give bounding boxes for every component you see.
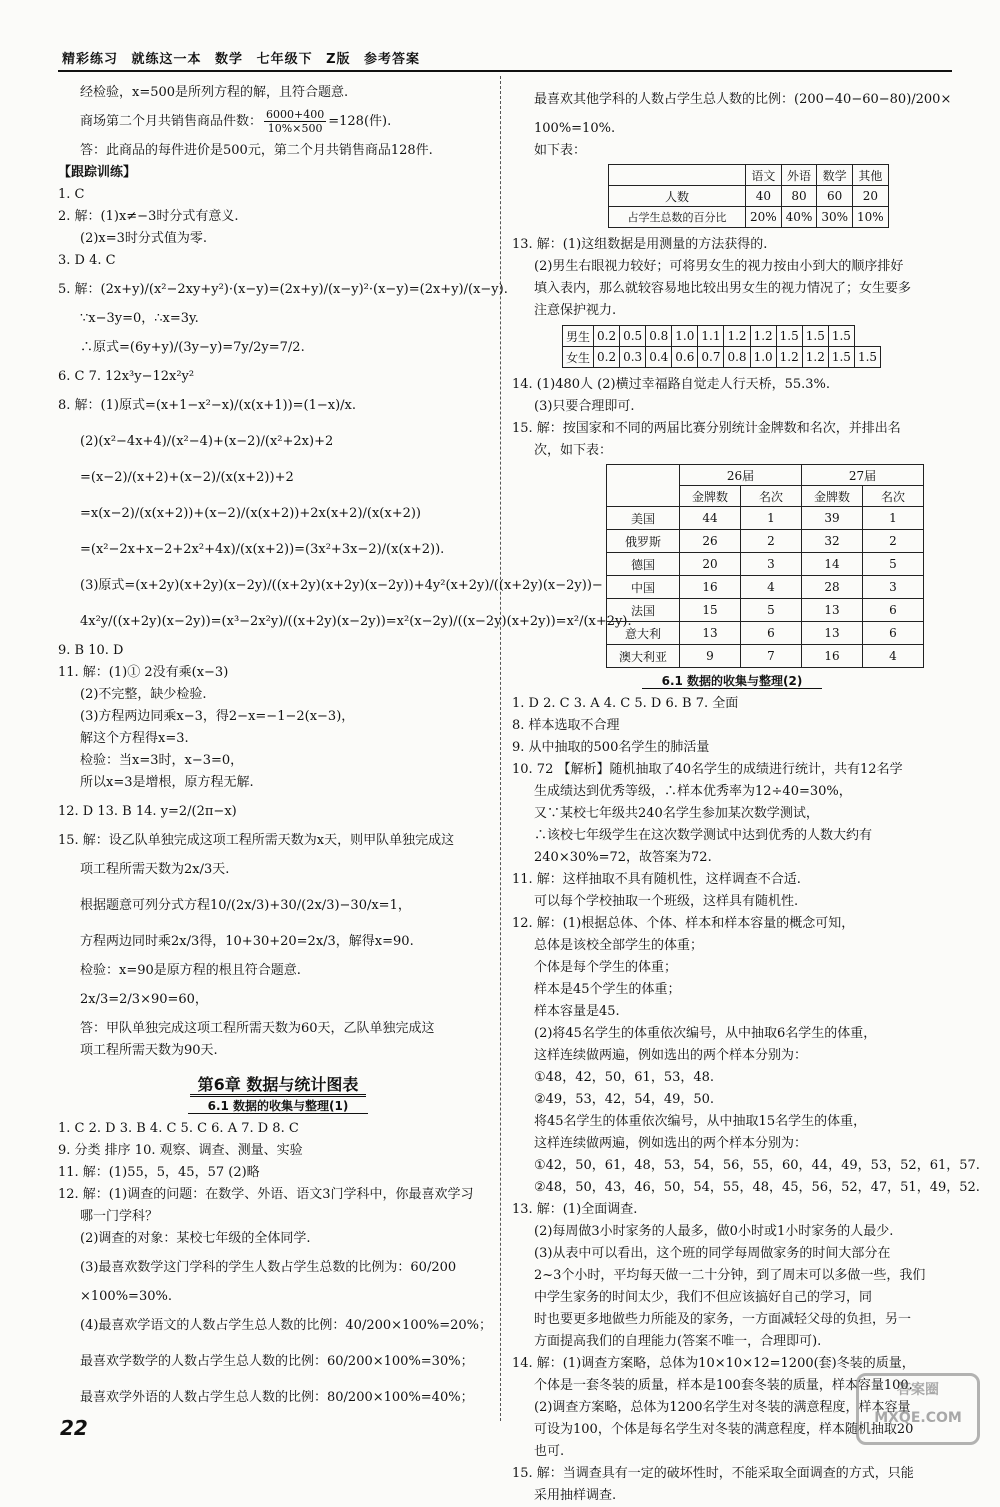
answer-line: 1. D 2. C 3. A 4. C 5. D 6. B 7. 全面 [512, 696, 739, 711]
text-line: 经检验，x=500是所列方程的解，且符合题意. [80, 85, 349, 100]
text-line: 样本容量是45. [534, 1004, 620, 1019]
table-cell: 数学 [817, 165, 853, 186]
text-line: (3)只要合理即可. [534, 399, 635, 414]
table-cell: 2 [863, 530, 924, 553]
section-title: 6.1 数据的收集与整理(2) [512, 672, 952, 689]
text-line: 次，如下表： [534, 443, 613, 458]
text-line: 2~3个小时，平均每天做一二十分钟，到了周末可以多做一些，我们 [534, 1268, 926, 1283]
text-line: 项工程所需天数为2x/3天. [80, 862, 230, 877]
answer-line: 8. 解：(1)原式=(x+1−x²−x)/(x(x+1))=(1−x)/x. [58, 398, 357, 413]
answer-line: 14. 解：(1)调查方案略，总体为10×10×12=1200(套)冬装的质量， [512, 1356, 915, 1371]
table-header-row [607, 465, 924, 486]
text-line: 方程两边同时乘2x/3得，10+30+20=2x/3，解得x=90. [80, 934, 414, 949]
table-cell: 外语 [781, 165, 817, 186]
table-cell: 1 [863, 507, 924, 530]
answer-line: 9. 分类 排序 10. 观察、调查、测量、实验 [58, 1143, 303, 1158]
answer-line: 11. 解：这样抽取不具有随机性，这样调查不合适. [512, 872, 801, 887]
text-line: 采用抽样调查. [534, 1488, 617, 1503]
table-cell: 40% [781, 207, 817, 228]
table-cell [607, 465, 680, 507]
table-cell: 1.5 [828, 347, 854, 368]
table-cell: 30% [817, 207, 853, 228]
watermark-logo: 答案圈 MXQE.COM [856, 1373, 980, 1445]
table-cell: 1.2 [724, 326, 750, 347]
table-cell: 20 [853, 186, 889, 207]
vision-table [562, 325, 881, 368]
section-title: 6.1 数据的收集与整理(1) [58, 1097, 498, 1114]
text-line: 240×30%=72，故答案为72. [534, 850, 712, 865]
table-cell: 3 [863, 576, 924, 599]
table-cell: 4 [863, 645, 924, 668]
table-cell: 1.2 [750, 326, 776, 347]
table-header-row [609, 165, 889, 186]
table-cell: 80 [781, 186, 817, 207]
table-cell: 1.2 [776, 347, 802, 368]
section-label: 【跟踪训练】 [58, 165, 137, 180]
answer-line: 1. C 2. D 3. B 4. C 5. C 6. A 7. D 8. C [58, 1121, 299, 1136]
table-cell: 14 [802, 553, 863, 576]
text-line: ∴原式=(6y+y)/(3y−y)=7y/2y=7/2. [80, 340, 305, 355]
text-line: ∴该校七年级学生在这次数学测试中达到优秀的人数大约有 [534, 828, 873, 843]
table-cell: 男生 [563, 326, 594, 347]
table-cell: 0.6 [672, 347, 698, 368]
text-line: (2)调查方案略，总体为1200名学生对冬装的满意程度，样本容量 [534, 1400, 911, 1415]
right-column [512, 82, 980, 1507]
table-cell: 澳大利亚 [607, 645, 680, 668]
text-line: 100%=10%. [534, 121, 616, 136]
table-row [609, 207, 889, 228]
table-cell: 39 [802, 507, 863, 530]
text-line: (2)每周做3小时家务的人最多，做0小时或1小时家务的人最少. [534, 1224, 894, 1239]
text-line: =x(x−2)/(x(x+2))+(x−2)/(x(x+2))+2x(x+2)/(x(x+2)) [80, 506, 422, 521]
table-cell: 1 [741, 507, 802, 530]
table-cell: 16 [802, 645, 863, 668]
text-line: 2x/3=2/3×90=60， [80, 992, 208, 1007]
table-cell: 5 [741, 599, 802, 622]
table-cell: 13 [802, 622, 863, 645]
table-cell: 意大利 [607, 622, 680, 645]
table-row [607, 507, 924, 530]
text-line: 又∵某校七年级共240名学生参加某次数学测试， [534, 806, 819, 821]
table-cell: 13 [802, 599, 863, 622]
table-cell: 20 [680, 553, 741, 576]
text-line: (2)x=3时分式值为零. [80, 231, 208, 246]
text-line: 个体是一套冬装的质量，样本是100套冬装的质量，样本容量100. [534, 1378, 913, 1393]
table-row [607, 553, 924, 576]
text-line: 最喜欢学外语的人数占学生总人数的比例：80/200×100%=40%； [80, 1390, 474, 1405]
answer-line: 13. 解：(1)这组数据是用测量的方法获得的. [512, 237, 768, 252]
table-cell: 人数 [609, 186, 746, 207]
answer-line: 11. 解：(1)55，5，45，57 (2)略 [58, 1165, 260, 1180]
text-line: 所以x=3是增根，原方程无解. [80, 775, 254, 790]
table-cell: 德国 [607, 553, 680, 576]
table-cell: 1.0 [750, 347, 776, 368]
text-line: 最喜欢学数学的人数占学生总人数的比例：60/200×100%=30%； [80, 1354, 474, 1369]
text-line: =(x²−2x+x−2+2x²+4x)/(x(x+2))=(3x²+3x−2)/(x(x+2)). [80, 542, 445, 557]
text-line: ①48，42，50，61，53，48. [534, 1070, 715, 1085]
answer-line: 5. 解：(2x+y)/(x²−2xy+y²)·(x−y)=(2x+y)/(x−y)²·(x−y)=(2x+y)/(x−y). [58, 282, 508, 297]
answer-line: 9. B 10. D [58, 643, 124, 658]
table-row [607, 622, 924, 645]
answer-line: 12. D 13. B 14. y=2/(2π−x) [58, 804, 237, 819]
answer-line: 15. 解：当调查具有一定的破坏性时，不能采取全面调查的方式，只能 [512, 1466, 914, 1481]
table-cell: 俄罗斯 [607, 530, 680, 553]
table-cell: 4 [741, 576, 802, 599]
chapter-title: 第6章 数据与统计图表 [58, 1072, 498, 1095]
table-row [607, 576, 924, 599]
table-cell: 美国 [607, 507, 680, 530]
text-line: 中学生家务的时间太少，我们不但应该搞好自己的学习，同 [534, 1290, 873, 1305]
table-cell: 1.5 [828, 326, 854, 347]
table-cell: 中国 [607, 576, 680, 599]
text-line: (2)将45名学生的体重依次编号，从中抽取6名学生的体重， [534, 1026, 877, 1041]
text-line: 总体是该校全部学生的体重； [534, 938, 704, 953]
text-line: 可设为100，个体是每名学生对冬装的满意程度，样本随机抽取20 [534, 1422, 914, 1437]
table-cell [609, 165, 746, 186]
header-rule [58, 70, 952, 72]
answer-line: 3. D 4. C [58, 253, 116, 268]
text-line: 生成绩达到优秀等级，∴样本优秀率为12÷40=30%， [534, 784, 852, 799]
table-cell: 32 [802, 530, 863, 553]
text-line: 解这个方程得x=3. [80, 731, 189, 746]
answer-line: 12. 解：(1)根据总体、个体、样本和样本容量的概念可知， [512, 916, 855, 931]
text-line: 根据题意可列分式方程10/(2x/3)+30/(2x/3)−30/x=1， [80, 898, 411, 913]
medal-table [606, 464, 924, 668]
table-cell: 6 [741, 622, 802, 645]
text-line: 样本是45个学生的体重； [534, 982, 681, 997]
table-cell: 0.8 [724, 347, 750, 368]
table-cell: 语文 [746, 165, 782, 186]
text-line: 答：甲队单独完成这项工程所需天数为60天，乙队单独完成这 [80, 1021, 435, 1036]
table-cell: 5 [863, 553, 924, 576]
answer-line: 10. 72 【解析】随机抽取了40名学生的成绩进行统计，共有12名学 [512, 762, 903, 777]
text-line: 如下表： [534, 143, 587, 158]
text-line: (3)从表中可以看出，这个班的同学每周做家务的时间大部分在 [534, 1246, 891, 1261]
answer-line: 9. 从中抽取的500名学生的肺活量 [512, 740, 710, 755]
text-line: (2)调查的对象：某校七年级的全体同学. [80, 1231, 311, 1246]
table-cell: 44 [680, 507, 741, 530]
table-cell: 0.2 [594, 347, 620, 368]
answer-line: 6. C 7. 12x³y−12x²y² [58, 369, 195, 384]
fraction: $\frac{6000+400}{10\%\times 500}$ [266, 108, 325, 135]
text-line: (4)最喜欢学语文的人数占学生总人数的比例：40/200×100%=20%； [80, 1318, 492, 1333]
table-header-cell: 金牌数 [802, 486, 863, 507]
table-header-cell: 金牌数 [680, 486, 741, 507]
table-cell: 1.5 [802, 326, 828, 347]
text-line: 答：此商品的每件进价是500元，第二个月共销售商品128件. [80, 143, 433, 158]
text-line: 填入表内，那么就较容易地比较出男女生的视力情况了；女生要多 [534, 281, 912, 296]
text-line: (2)不完整，缺少检验. [80, 687, 207, 702]
table-cell: 0.5 [620, 326, 646, 347]
table-cell: 1.5 [854, 347, 880, 368]
text-line: (2)(x²−4x+4)/(x²−4)+(x−2)/(x²+2x)+2 [80, 434, 334, 449]
table-cell: 女生 [563, 347, 594, 368]
table-cell: 0.3 [620, 347, 646, 368]
answer-line: 8. 样本选取不合理 [512, 718, 620, 733]
table-cell: 9 [680, 645, 741, 668]
text-line: 也可. [534, 1444, 565, 1459]
table-cell: 1.2 [802, 347, 828, 368]
text-line: 4x²y/((x+2y)(x−2y))=(x³−2x²y)/((x+2y)(x−2y))=x²(x−2y)/((x−2y)(x+2y))=x²/(x+2y). [80, 614, 632, 629]
page-header: 精彩练习 就练这一本 数学 七年级下 Z版 参考答案 [62, 52, 421, 67]
table-cell: 0.4 [646, 347, 672, 368]
table-cell: 0.8 [646, 326, 672, 347]
answer-line: 12. 解：(1)调查的问题：在数学、外语、语文3门学科中，你最喜欢学习 [58, 1187, 474, 1202]
text-line: 哪一门学科？ [80, 1209, 159, 1224]
table-row [607, 530, 924, 553]
table-cell: 0.2 [594, 326, 620, 347]
text-line: ∵x−3y=0，∴x=3y. [80, 311, 199, 326]
table-header-cell: 27届 [802, 465, 924, 486]
table-cell: 6 [863, 622, 924, 645]
table-header-cell: 名次 [863, 486, 924, 507]
text-line: 方面提高我们的自理能力(答案不唯一，合理即可). [534, 1334, 822, 1349]
table-row [607, 645, 924, 668]
table-cell: 0.7 [698, 347, 724, 368]
table-row [609, 186, 889, 207]
table-cell: 16 [680, 576, 741, 599]
table-cell: 26 [680, 530, 741, 553]
table-cell: 40 [746, 186, 782, 207]
table-cell: 1.1 [698, 326, 724, 347]
table-header-cell: 名次 [741, 486, 802, 507]
table-cell: 20% [746, 207, 782, 228]
text-line: 这样连续做两遍，例如选出的两个样本分别为： [534, 1136, 808, 1151]
page-number: 22 [60, 1416, 88, 1440]
table-cell: 1.5 [776, 326, 802, 347]
text-line: ×100%=30%. [80, 1289, 172, 1304]
subject-table [608, 164, 889, 228]
text-line: ①42，50，61，48，53，54，56，55，60，44，49，53，52，61，57. [534, 1158, 980, 1173]
table-cell: 2 [741, 530, 802, 553]
text-line: 检验：当x=3时，x−3=0， [80, 753, 244, 768]
text-line: (3)最喜欢数学这门学科的学生人数占学生总数的比例为：60/200 [80, 1260, 457, 1275]
text-line: 项工程所需天数为90天. [80, 1043, 218, 1058]
text-line: ②48，50，43，46，50，54，55，48，45，56，52，47，51，49，52. [534, 1180, 980, 1195]
table-row [607, 599, 924, 622]
text-line: 最喜欢其他学科的人数占学生总人数的比例：(200−40−60−80)/200× [534, 92, 952, 107]
answer-line: 15. 解：设乙队单独完成这项工程所需天数为x天，则甲队单独完成这 [58, 833, 455, 848]
table-row [563, 347, 881, 368]
text-line: 将45名学生的体重依次编号，从中抽取15名学生的体重， [534, 1114, 867, 1129]
table-cell: 占学生总数的百分比 [609, 207, 746, 228]
table-cell: 其他 [853, 165, 889, 186]
text-line: (2)男生右眼视力较好；可将男女生的视力按由小到大的顺序排好 [534, 259, 904, 274]
answer-line: 14. (1)480人 (2)横过幸福路自觉走人行天桥，55.3%. [512, 377, 831, 392]
text-line: =(x−2)/(x+2)+(x−2)/(x(x+2))+2 [80, 470, 294, 485]
column-divider [500, 76, 501, 1421]
table-cell: 28 [802, 576, 863, 599]
text-line: 商场第二个月共销售商品件数： $\frac{6000+400}{10\%\times 500}$ =128(件). [80, 108, 392, 135]
answer-line: 2. 解：(1)x≠−3时分式有意义. [58, 209, 239, 224]
answer-line: 1. C [58, 187, 85, 202]
table-header-cell: 26届 [680, 465, 802, 486]
table-cell: 1.0 [672, 326, 698, 347]
answer-line: 13. 解：(1)全面调查. [512, 1202, 638, 1217]
text-line: 注意保护视力. [534, 303, 617, 318]
text-line: 可以每个学校抽取一个班级，这样具有随机性. [534, 894, 799, 909]
table-row [563, 326, 881, 347]
answer-line: 15. 解：按国家和不同的两届比赛分别统计金牌数和名次，并排出名 [512, 421, 901, 436]
text-line: 时也要更多地做些力所能及的家务，一方面减轻父母的负担，另一 [534, 1312, 912, 1327]
text-line: 个体是每个学生的体重； [534, 960, 678, 975]
table-cell: 法国 [607, 599, 680, 622]
table-cell: 10% [853, 207, 889, 228]
text-line: (3)方程两边同乘x−3，得2−x=−1−2(x−3)， [80, 709, 355, 724]
table-cell: 13 [680, 622, 741, 645]
table-cell: 6 [863, 599, 924, 622]
table-cell: 3 [741, 553, 802, 576]
text-line: 检验：x=90是原方程的根且符合题意. [80, 963, 301, 978]
table-cell: 7 [741, 645, 802, 668]
text-line: 这样连续做两遍，例如选出的两个样本分别为： [534, 1048, 808, 1063]
table-cell: 60 [817, 186, 853, 207]
table-cell: 15 [680, 599, 741, 622]
text-line: ②49，53，42，54，49，50. [534, 1092, 715, 1107]
text-line: (3)原式=(x+2y)(x+2y)(x−2y)/((x+2y)(x+2y)(x−2y))+4y²(x+2y)/((x+2y)(x−2y))− [80, 578, 603, 593]
answer-line: 11. 解：(1)① 2没有乘(x−3) [58, 665, 229, 680]
